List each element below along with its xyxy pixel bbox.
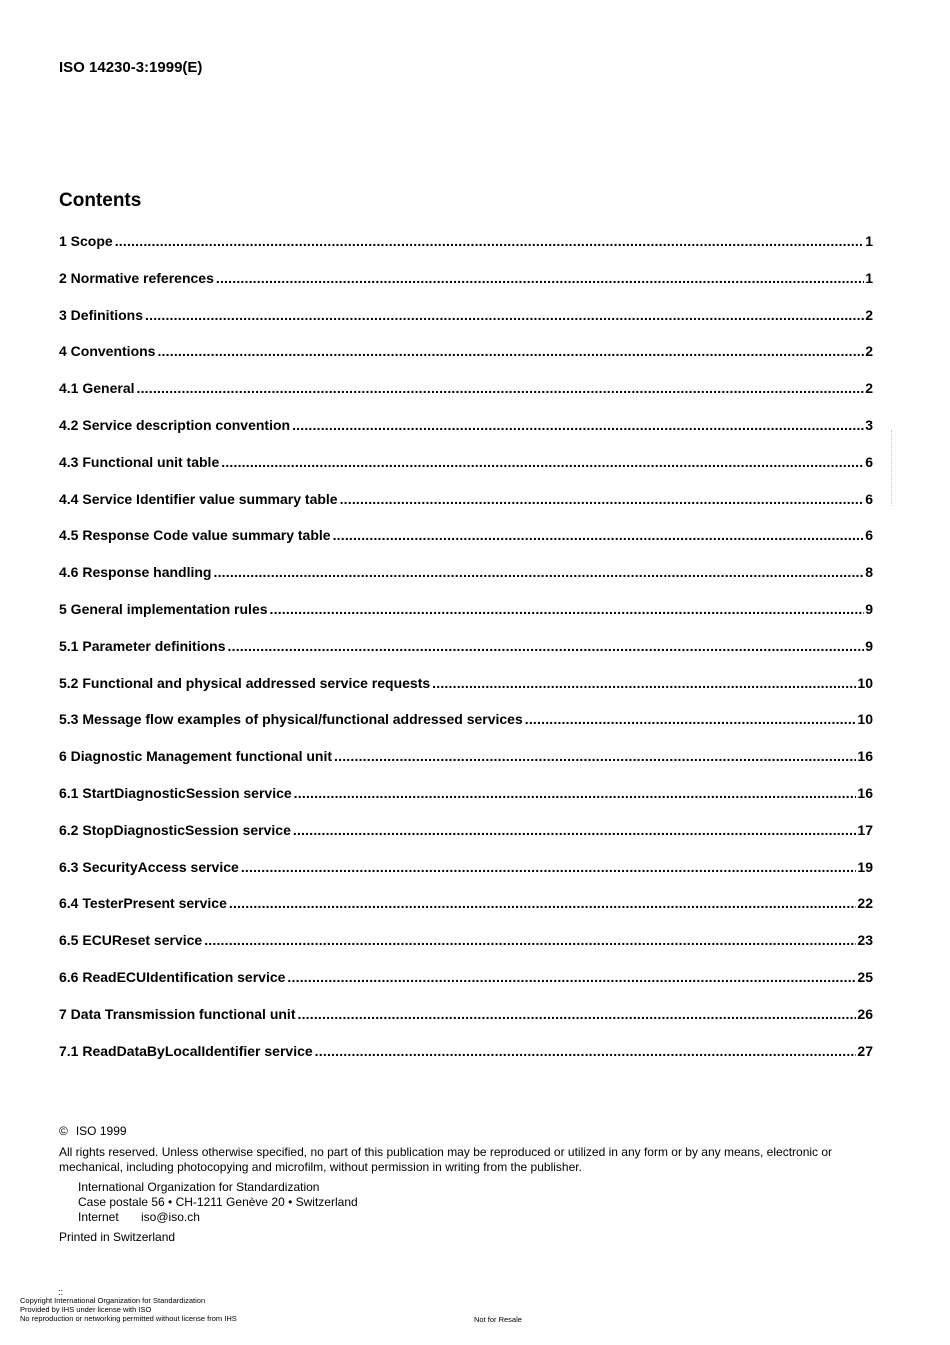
toc-entry[interactable] xyxy=(59,748,873,785)
toc-entry-page: 1 xyxy=(865,269,873,286)
toc-dot-leader xyxy=(333,527,865,543)
toc-entry[interactable] xyxy=(59,527,873,564)
toc-entry-page: 19 xyxy=(857,858,873,875)
toc-entry-page: 17 xyxy=(857,821,873,838)
toc-entry-page: 6 xyxy=(865,527,873,544)
toc-dot-leader xyxy=(294,785,857,801)
publisher-address xyxy=(59,1180,877,1225)
toc-entry-page: 26 xyxy=(857,1005,873,1022)
toc-entry[interactable] xyxy=(59,307,873,344)
printed-in: Printed in Switzerland xyxy=(59,1230,176,1244)
toc-dot-leader xyxy=(293,822,857,838)
toc-entry-title: 7 Data Transmission functional unit xyxy=(59,1005,296,1022)
toc-dot-leader xyxy=(157,343,864,359)
toc-dot-leader xyxy=(270,601,865,617)
license-footer xyxy=(20,1288,237,1323)
footer-mark: :: xyxy=(58,1287,64,1297)
toc-dot-leader xyxy=(137,380,865,396)
toc-entry-title: 3 Definitions xyxy=(59,306,144,323)
toc-entry[interactable] xyxy=(59,343,873,380)
toc-dot-leader xyxy=(241,859,857,875)
toc-entry[interactable] xyxy=(59,233,873,270)
toc-entry[interactable] xyxy=(59,454,873,491)
toc-entry[interactable] xyxy=(59,1043,873,1080)
toc-dot-leader xyxy=(334,748,856,764)
toc-entry-page: 9 xyxy=(865,600,873,617)
internet-line xyxy=(78,1210,877,1225)
toc-entry[interactable] xyxy=(59,932,873,969)
toc-entry-page: 2 xyxy=(865,343,873,360)
toc-entry-title: 7.1 ReadDataByLocalIdentifier service xyxy=(59,1042,313,1059)
toc-entry-page: 16 xyxy=(857,784,873,801)
toc-entry-page: 6 xyxy=(865,490,873,507)
toc-entry-page: 2 xyxy=(865,306,873,323)
toc-dot-leader xyxy=(216,270,864,286)
toc-dot-leader xyxy=(340,491,865,507)
contents-heading: Contents xyxy=(59,190,142,211)
toc-entry-title: 4.2 Service description convention xyxy=(59,416,291,433)
toc-entry[interactable] xyxy=(59,270,873,307)
address-line-org: International Organization for Standardization xyxy=(78,1180,320,1194)
toc-entry-title: 6.3 SecurityAccess service xyxy=(59,858,239,875)
toc-dot-leader xyxy=(213,564,864,580)
toc-entry[interactable] xyxy=(59,417,873,454)
not-for-resale: Not for Resale xyxy=(474,1315,522,1324)
toc-entry[interactable] xyxy=(59,1006,873,1043)
toc-dot-leader xyxy=(229,895,857,911)
toc-entry-title: 1 Scope xyxy=(59,233,113,249)
footer-line-reproduction: No reproduction or networking permitted without license from IHS xyxy=(20,1314,237,1323)
toc-entry-page: 25 xyxy=(857,968,873,985)
toc-entry[interactable] xyxy=(59,969,873,1006)
toc-entry-title: 4 Conventions xyxy=(59,343,156,360)
toc-entry-page: 10 xyxy=(857,674,873,691)
toc-dot-leader xyxy=(228,638,865,654)
toc-entry[interactable] xyxy=(59,380,873,417)
toc-entry-page: 3 xyxy=(865,416,873,433)
toc-dot-leader xyxy=(525,711,857,727)
toc-entry-title: 5.2 Functional and physical addressed service requests xyxy=(59,674,431,691)
toc-dot-leader xyxy=(432,675,856,691)
toc-dot-leader xyxy=(204,932,856,948)
toc-dot-leader xyxy=(287,969,856,985)
toc-entry-title: 6 Diagnostic Management functional unit xyxy=(59,748,333,765)
toc-entry[interactable] xyxy=(59,822,873,859)
toc-entry-page: 10 xyxy=(857,711,873,728)
toc-entry[interactable] xyxy=(59,711,873,748)
toc-entry-page: 16 xyxy=(857,748,873,765)
toc-entry[interactable] xyxy=(59,785,873,822)
toc-entry-page: 6 xyxy=(865,453,873,470)
toc-entry-page: 27 xyxy=(857,1042,873,1059)
toc-entry-title: 5.1 Parameter definitions xyxy=(59,637,226,654)
toc-entry-title: 6.4 TesterPresent service xyxy=(59,895,227,912)
toc-entry-title: 6.6 ReadECUIdentification service xyxy=(59,968,286,985)
toc-entry[interactable] xyxy=(59,638,873,675)
toc-entry-page: 2 xyxy=(865,380,873,397)
toc-entry-title: 4.4 Service Identifier value summary table xyxy=(59,490,338,507)
internet-email: iso@iso.ch xyxy=(141,1210,200,1224)
table-of-contents xyxy=(59,233,873,1079)
toc-dot-leader xyxy=(315,1043,857,1059)
toc-entry-page: 9 xyxy=(865,637,873,654)
toc-entry[interactable] xyxy=(59,564,873,601)
toc-entry-page: 22 xyxy=(857,895,873,912)
copyright-symbol: © xyxy=(59,1124,68,1138)
toc-entry-page: 23 xyxy=(857,932,873,949)
toc-entry-page: 1 xyxy=(865,233,873,249)
copyright-block xyxy=(59,1124,877,1245)
toc-entry-title: 5.3 Message flow examples of physical/functional addressed services xyxy=(59,711,523,728)
footer-line-copyright: Copyright International Organization for Standardization xyxy=(20,1296,206,1305)
toc-entry[interactable] xyxy=(59,491,873,528)
toc-entry-title: 4.5 Response Code value summary table xyxy=(59,527,331,544)
toc-dot-leader xyxy=(292,417,864,433)
toc-entry-title: 6.1 StartDiagnosticSession service xyxy=(59,784,292,801)
margin-mark xyxy=(891,430,896,506)
toc-entry[interactable] xyxy=(59,859,873,896)
copyright-line xyxy=(59,1124,877,1139)
toc-dot-leader xyxy=(115,233,865,249)
toc-entry-title: 4.1 General xyxy=(59,380,135,397)
toc-entry-title: 6.2 StopDiagnosticSession service xyxy=(59,821,291,838)
toc-dot-leader xyxy=(297,1006,856,1022)
toc-entry[interactable] xyxy=(59,895,873,932)
toc-entry-title: 4.6 Response handling xyxy=(59,564,212,581)
toc-entry[interactable] xyxy=(59,675,873,712)
toc-entry-title: 6.5 ECUReset service xyxy=(59,932,203,949)
toc-entry[interactable] xyxy=(59,601,873,638)
toc-entry-title: 2 Normative references xyxy=(59,269,214,286)
internet-label: Internet xyxy=(78,1210,119,1224)
toc-entry-title: 4.3 Functional unit table xyxy=(59,453,220,470)
toc-entry-title: 5 General implementation rules xyxy=(59,600,268,617)
document-id: ISO 14230-3:1999(E) xyxy=(59,59,203,76)
footer-line-provided: Provided by IHS under license with ISO xyxy=(20,1305,152,1314)
rights-statement: All rights reserved. Unless otherwise specified, no part of this publication may be reproduced or utilized in any form or by any means, electronic or mechanical, including photocopying and microfilm, without permission in writing from the publisher. xyxy=(59,1145,833,1174)
toc-entry-page: 8 xyxy=(865,564,873,581)
copyright-year: ISO 1999 xyxy=(75,1124,127,1138)
toc-dot-leader xyxy=(145,307,864,323)
address-line-postal: Case postale 56 • CH-1211 Genève 20 • Switzerland xyxy=(78,1195,358,1209)
toc-dot-leader xyxy=(221,454,864,470)
